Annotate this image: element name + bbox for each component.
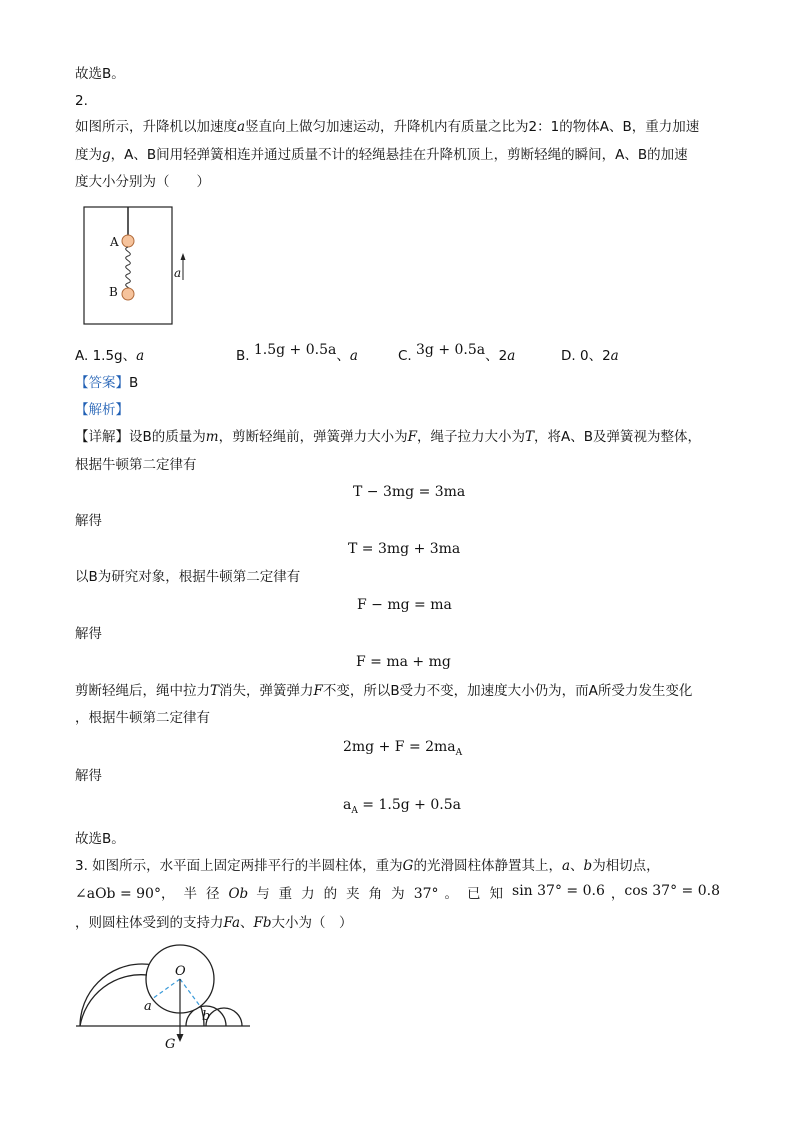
label-acceleration: a: [174, 266, 182, 280]
label-O: O: [175, 964, 186, 979]
equation-1: T − 3mg = 3ma: [353, 484, 466, 500]
option-d: D. 0、2a: [561, 348, 619, 364]
equation-3: F − mg = ma: [357, 597, 452, 613]
label-G: G: [165, 1037, 176, 1052]
elevator-spring-figure: [80, 205, 180, 327]
equation-2: T = 3mg + 3ma: [348, 541, 461, 557]
solve-3: 解得: [75, 768, 102, 784]
solve-1: 解得: [75, 513, 102, 529]
label-A: A: [110, 235, 119, 249]
question-2-text-line-1: 如图所示，升降机以加速度a竖直向上做匀加速运动，升降机内有质量之比为2：1的物体A、B，重力加速: [75, 119, 700, 135]
question-3-line-1: 3. 如图所示，水平面上固定两排平行的半圆柱体，重为G的光滑圆柱体静置其上，a、b为相切点，: [75, 858, 660, 874]
option-c: C. 3g + 0.5a、2a: [398, 342, 516, 364]
option-b: B. 1.5g + 0.5a、a: [236, 342, 358, 364]
label-a: a: [144, 999, 152, 1014]
answer-line: 【答案】B: [75, 375, 139, 391]
question-3-line-3: ，则圆柱体受到的支持力Fa、Fb大小为（ ）: [75, 915, 353, 931]
detail-conclusion: 故选B。: [75, 831, 125, 847]
prev-conclusion: 故选B。: [75, 66, 125, 82]
equation-5: $2mg + F = 2ma_A$: [343, 739, 463, 758]
equation-4: F = ma + mg: [356, 654, 451, 670]
label-b: b: [202, 1009, 211, 1024]
label-B: B: [109, 285, 118, 299]
question-2-text-line-2: 度为g，A、B间用轻弹簧相连并通过质量不计的轻绳悬挂在升降机顶上，剪断轻绳的瞬间，A、B的加速: [75, 147, 688, 163]
option-a: A. 1.5g、a: [75, 348, 145, 364]
detail-line-1: 【详解】设B的质量为m，剪断轻绳前，弹簧弹力大小为F，绳子拉力大小为T，将A、B及弹簧视为整体，: [75, 429, 701, 445]
equation-6: $a_A = 1.5g + 0.5a$: [343, 797, 461, 816]
detail-line-2: 根据牛顿第二定律有: [75, 457, 197, 473]
detail-line-4: 剪断轻绳后，绳中拉力T消失，弹簧弹力F不变，所以B受力不变，加速度大小仍为，而A所受力发生变化: [75, 683, 693, 699]
cylinder-support-figure: [72, 940, 257, 1055]
question-2-number: 2.: [75, 93, 88, 109]
detail-line-3: 以B为研究对象，根据牛顿第二定律有: [75, 569, 301, 585]
question-3-line-2: ∠aOb = 90°，半径Ob 与重力的夹角为37° 。已知sin 37° = 0.6 ，cos 37° = 0.8: [75, 883, 720, 902]
analysis-heading: 【解析】: [75, 402, 129, 418]
question-2-text-line-3: 度大小分别为（ ）: [75, 174, 210, 190]
solve-2: 解得: [75, 626, 102, 642]
detail-line-5: ，根据牛顿第二定律有: [75, 710, 210, 726]
